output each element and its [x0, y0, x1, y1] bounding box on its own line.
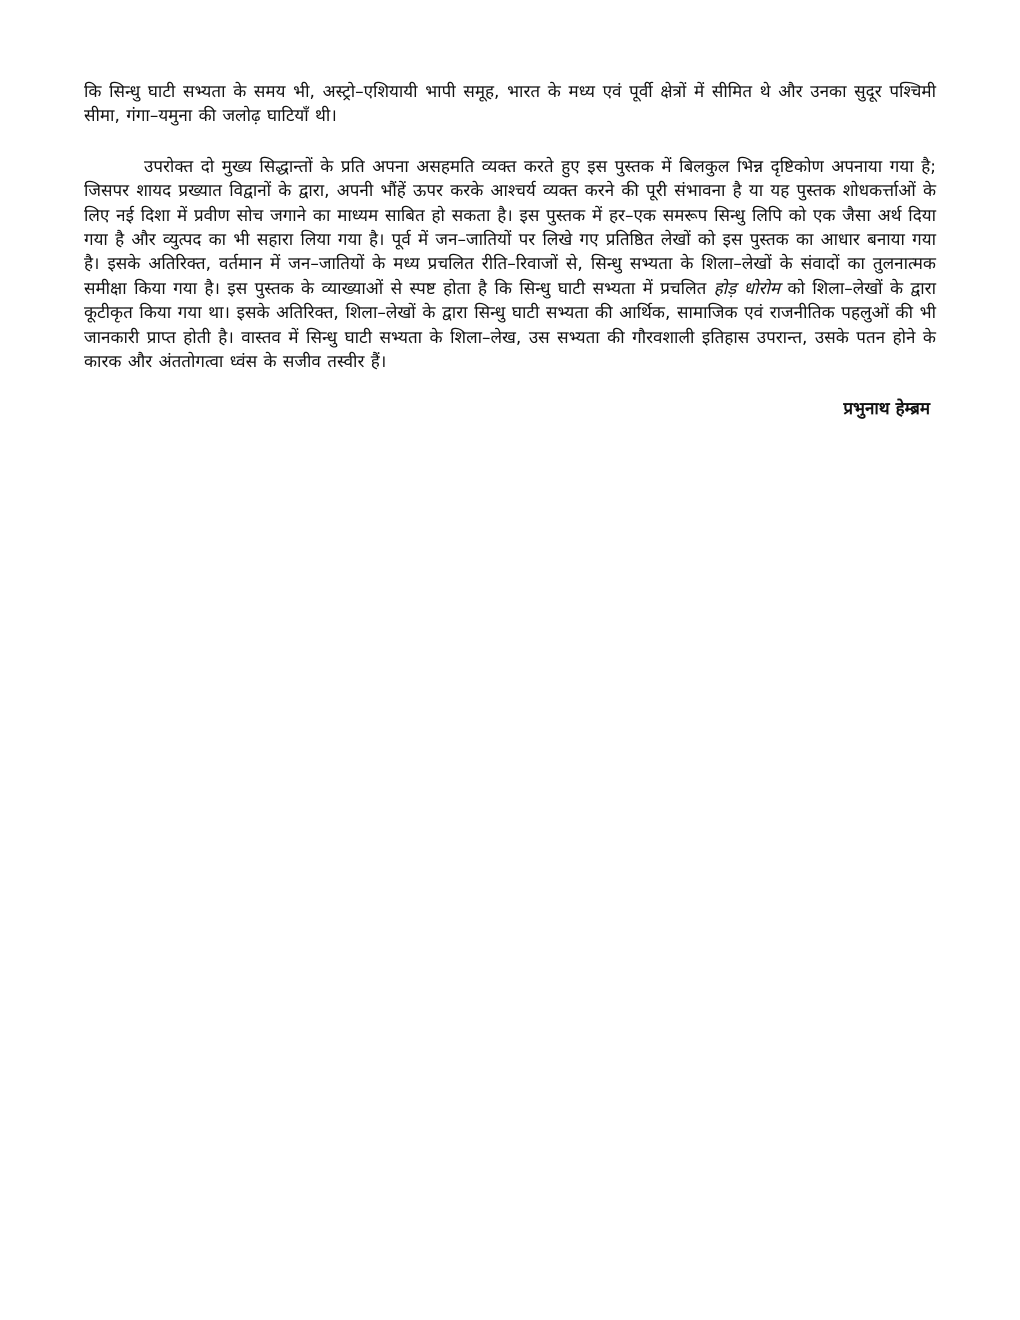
paragraph-2	[84, 155, 936, 375]
paragraph-1: कि सिन्धु घाटी सभ्यता के समय भी, अस्ट्रो–एशियायी भापी समूह, भारत के मध्य एवं पूर्वी क्षेत्रों में सीमित थे और उनका सुदूर पश्चिमी सीमा, गंगा–यमुना की जलोढ़ घाटियाँ थी।	[84, 82, 936, 127]
paragraph-2-text-end: को शिला–लेखों के द्वारा कूटीकृत किया गया था। इसके अतिरिक्त, शिला–लेखों के द्वारा सिन्धु घाटी सभ्यता की आर्थिक, सामाजिक एवं राजनीतिक पहलुओं की भी जानकारी प्राप्त होती है। वास्तव में सिन्धु घाटी सभ्यता के शिला–लेख, उस सभ्यता की गौरवशाली इतिहास उपरान्त, उसके पतन होने के कारक और अंततोगत्वा ध्वंस के सजीव तस्वीर हैं।	[84, 278, 936, 373]
author-signature: प्रभुनाथ हेम्ब्रम	[843, 399, 930, 420]
paragraph-2-text-start: उपरोक्त दो मुख्य सिद्धान्तों के प्रति अपना असहमति व्यक्त करते हुए इस पुस्तक में बिलकुल भिन्न दृष्टिकोण अपनाया गया है; जिसपर शायद प्रख्यात विद्वानों के द्वारा, अपनी भौंहें ऊपर करके आश्चर्य व्यक्त करने की पूरी संभावना है या यह पुस्तक शोधकर्त्ताओं के लिए नई दिशा में प्रवीण सोच जगाने का माध्यम साबित हो सकता है। इस पुस्तक में हर–एक समरूप सिन्धु लिपि को एक जैसा अर्थ दिया गया है और व्युत्पद का भी सहारा लिया गया है। पूर्व में जन–जातियों पर लिखे गए प्रतिष्ठित लेखों को इस पुस्तक का आधार बनाया गया है। इसके अतिरिक्त, वर्तमान में जन–जातियों के मध्य प्रचलित रीति–रिवाजों से, सिन्धु सभ्यता के शिला–लेखों के संवादों का तुलनात्मक समीक्षा किया गया है। इस पुस्तक के व्याख्याओं से स्पष्ट होता है कि सिन्धु घाटी सभ्यता में प्रचलित	[84, 156, 936, 299]
document-page	[84, 80, 936, 419]
paragraph-2-italic-term: होड़ धोरोम	[713, 278, 781, 299]
